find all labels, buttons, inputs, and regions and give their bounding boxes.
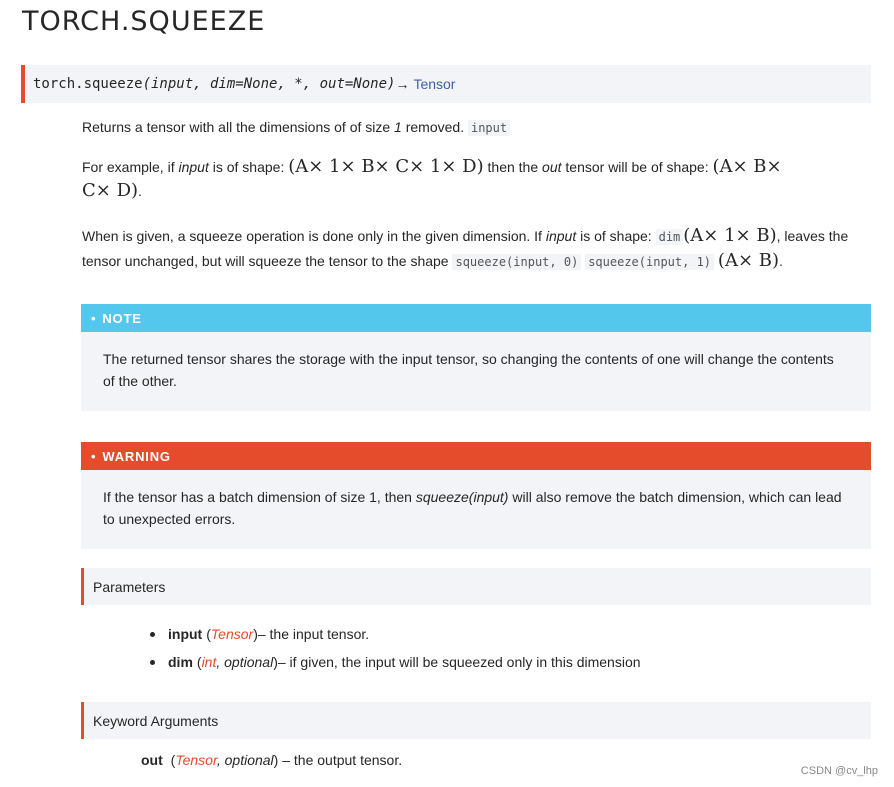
kwarg-description: – the output tensor. <box>278 752 403 768</box>
inline-code-input: input <box>468 120 510 136</box>
warning-text-b: will also remove the batch dimension, which can lead to unexpected errors. <box>103 489 842 527</box>
parameters-list <box>150 620 641 676</box>
example-paragraph <box>82 155 872 203</box>
dim-input: input <box>545 228 577 244</box>
description-size-one: 1 <box>394 119 402 135</box>
signature-arrow: → <box>395 76 410 92</box>
math-input-shape: (A× 1× B× C× 1× D) <box>288 156 484 177</box>
note-box <box>81 304 871 411</box>
example-text-b: is of shape: <box>208 159 289 175</box>
param-description: – if given, the input will be squeezed only in this dimension <box>277 654 641 670</box>
bullet-icon: • <box>91 448 97 464</box>
signature-function-name: torch.squeeze <box>33 76 143 92</box>
description-paragraph <box>82 115 872 140</box>
note-header <box>81 304 871 332</box>
kwarg-type-link[interactable]: Tensor <box>175 752 217 768</box>
param-name: dim <box>168 654 193 670</box>
example-input: input <box>178 159 209 175</box>
bullet-icon <box>150 660 155 665</box>
keyword-arg-out: out (Tensor, optional) – the output tensor. <box>141 752 403 768</box>
list-item: dim ( int , optional ) – if given, the input will be squeezed only in this dimension <box>150 648 641 676</box>
dim-paragraph <box>82 224 872 274</box>
inline-code-squeeze-1: squeeze(input, 1) <box>585 254 714 270</box>
param-type-link[interactable]: Tensor <box>210 626 254 642</box>
signature-args: (input, dim=None, *, out=None) <box>142 76 396 92</box>
kwarg-optional: , optional <box>216 752 274 768</box>
param-description: – the input tensor. <box>257 626 370 642</box>
watermark: CSDN @cv_lhp <box>800 765 878 777</box>
warning-header <box>81 442 871 470</box>
example-period: . <box>138 183 142 199</box>
note-body: The returned tensor shares the storage with the input tensor, so changing the contents of one will change the contents of the other. <box>103 351 834 389</box>
math-output-shape-a: (A× B× <box>712 156 782 177</box>
warning-emphasis: squeeze(input) <box>415 489 509 505</box>
param-optional: , optional <box>216 654 274 670</box>
note-title: NOTE <box>102 310 142 326</box>
function-signature <box>21 65 871 103</box>
return-type-link[interactable]: Tensor <box>413 76 456 92</box>
keyword-arguments-heading: Keyword Arguments <box>81 702 871 739</box>
warning-box <box>81 442 871 549</box>
example-text-d: tensor will be of shape: <box>561 159 713 175</box>
bullet-icon <box>150 632 155 637</box>
parameters-heading: Parameters <box>81 568 871 605</box>
dim-text-c: , leaves the tensor unchanged, but will squeeze the tensor to the shape <box>82 228 849 269</box>
page-title: TORCH.SQUEEZE <box>22 6 266 37</box>
list-item: input ( Tensor ) – the input tensor. <box>150 620 641 648</box>
example-text-a: For example, if <box>82 159 179 175</box>
example-out: out <box>542 159 562 175</box>
dim-text-b: is of shape: <box>576 228 656 244</box>
param-name: input <box>168 626 203 642</box>
dim-period: . <box>779 253 783 269</box>
warning-text-a: If the tensor has a batch dimension of size 1, then <box>103 489 416 505</box>
math-result-shape: (A× B) <box>717 250 779 271</box>
description-text-end: removed. <box>401 119 468 135</box>
inline-code-dim: dim <box>656 229 684 245</box>
warning-title: WARNING <box>102 448 171 464</box>
math-output-shape-b: C× D) <box>82 180 139 201</box>
bullet-icon: • <box>91 310 97 326</box>
param-type-link[interactable]: int <box>201 654 217 670</box>
warning-body <box>81 470 871 548</box>
description-text: Returns a tensor with all the dimensions of of size <box>82 119 395 135</box>
example-text-c: then the <box>483 159 543 175</box>
dim-text-a: When is given, a squeeze operation is done only in the given dimension. If <box>82 228 546 244</box>
kwarg-name: out <box>141 752 163 768</box>
math-dim-shape: (A× 1× B) <box>683 225 777 246</box>
inline-code-squeeze-0: squeeze(input, 0) <box>452 254 581 270</box>
